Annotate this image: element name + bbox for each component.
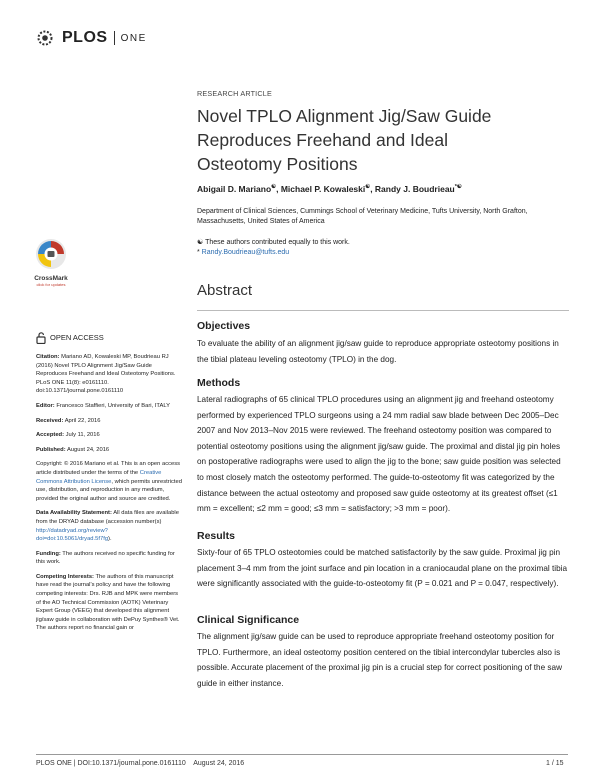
editor-text: Francesco Staffieri, University of Bari, ITALY	[56, 402, 171, 409]
author-name: Michael P. Kowaleski	[280, 184, 366, 194]
license-link[interactable]: Creative Commons Attribution License	[36, 469, 162, 485]
data-availability-text: All data files are available from the DRYAD database (accession number(s)	[36, 510, 179, 525]
funding-text: The authors received no specific funding for this work.	[36, 550, 175, 566]
section-text-objectives: To evaluate the ability of an alignment jig/saw guide to reproduce appropriate osteotomy positions in the tibial plateau leveling osteotomy (TPLO) in the dog.	[197, 339, 559, 364]
plos-logo[interactable]	[36, 29, 147, 47]
published-block	[36, 446, 182, 455]
section-text-clinical-significance: The alignment jig/saw guide can be used to reproduce appropriate freehand osteotomy position for TPLO. Furthermore, an ideal osteotomy position centered on the tibial intercondylar tubercles also is possible. Accurate placement of the proximal jig pin is a crucial step for correct positioning of the saw guide in either instance.	[197, 632, 562, 688]
section-heading-results: Results	[197, 530, 235, 542]
published-label: Published:	[36, 446, 66, 453]
competing-interests-block	[36, 573, 182, 633]
affiliation: Department of Clinical Sciences, Cummings School of Veterinary Medicine, Tufts University, North Grafton, Massachusetts, United States of America	[197, 208, 528, 225]
competing-interests-text: The authors of this manuscript have read the journal's policy and have the following competing interests: Drs. RJB and MPK were members of the AO Technical Commission (AOTK) Veterinary Expert Group (VEEG) that developed this alignment jig/saw guide in collaboration with DePuy Synthes® Vet. The authors report no financial gain or	[36, 573, 180, 632]
abstract-heading: Abstract	[197, 282, 253, 299]
open-lock-icon	[36, 332, 46, 344]
author-sep: ,	[370, 184, 375, 194]
citation-label: Citation:	[36, 354, 60, 360]
section-heading-methods: Methods	[197, 377, 241, 389]
accepted-label: Accepted:	[36, 432, 65, 439]
author-name: Randy J. Boudrieau	[374, 184, 455, 194]
editor-block	[36, 402, 182, 411]
crossmark-icon	[35, 238, 67, 270]
funding-block	[36, 550, 182, 567]
article-type: RESEARCH ARTICLE	[197, 89, 272, 98]
citation-block	[36, 353, 182, 396]
received-label: Received:	[36, 417, 64, 424]
accepted-date: July 11, 2016	[65, 432, 100, 439]
dryad-link[interactable]: http://datadryad.org/review?doi=doi:10.5061/dryad.5f7fg	[36, 527, 109, 543]
crossmark-label: CrossMark	[34, 275, 68, 282]
open-access-label: OPEN ACCESS	[50, 332, 104, 342]
section-heading-clinical-significance: Clinical Significance	[197, 614, 300, 626]
footer-citation: PLOS ONE | DOI:10.1371/journal.pone.0161110 August 24, 2016	[36, 760, 245, 767]
author-list	[197, 184, 462, 194]
data-availability-block	[36, 509, 182, 543]
accepted-block	[36, 431, 182, 440]
logo-divider	[114, 31, 115, 45]
copyright-block	[36, 460, 182, 503]
crossmark-sub: click for updates	[36, 282, 66, 287]
copyright-text: Copyright: © 2016 Mariano et al. This is an open access article distributed under the terms of the	[36, 461, 181, 476]
author-name: Abigail D. Mariano	[197, 184, 272, 194]
corresponding-mark: *	[197, 249, 202, 256]
article-sidebar	[36, 332, 182, 639]
crossmark-badge[interactable]	[32, 238, 70, 287]
funding-label: Funding:	[36, 550, 61, 557]
corresponding-email-link[interactable]: Randy.Boudrieau@tufts.edu	[201, 249, 290, 256]
section-heading-objectives: Objectives	[197, 320, 251, 332]
author-notes	[197, 238, 567, 258]
logo-journal: ONE	[120, 32, 147, 44]
received-date: April 22, 2016	[64, 417, 101, 424]
section-text-results: Sixty-four of 65 TPLO osteotomies could be matched satisfactorily by the saw guide. Proximal jig pin placement 3–4 mm from the joint surface and pin location in a craniocaudal plane on the proximal tibia were significantly associated with the guide-to-osteotomy fit (P = 0.021 and P = 0.047, respectively).	[197, 548, 568, 589]
citation-text: Mariano AD, Kowaleski MP, Boudrieau RJ (2016) Novel TPLO Alignment Jig/Saw Guide Reproduces Freehand and Ideal Osteotomy Positions. PLoS ONE 11(8): e0161110. doi:10.1371/journal.pone.0161110	[36, 354, 176, 395]
published-date: August 24, 2016	[66, 446, 110, 453]
corresponding-note	[197, 248, 567, 258]
abstract-divider	[197, 310, 569, 311]
equal-contribution-note: ☯ These authors contributed equally to this work.	[197, 239, 350, 246]
author-mark: ☯	[365, 184, 371, 191]
footer-divider	[36, 754, 568, 755]
author-sep: ,	[276, 184, 281, 194]
open-access-badge	[36, 332, 182, 344]
author-mark: ☯	[271, 184, 277, 191]
data-availability-end: ).	[108, 536, 112, 543]
section-text-methods: Lateral radiographs of 65 clinical TPLO procedures using an alignment jig and freehand osteotomy performed by experienced TPLO surgeons using a 24 mm radial saw blade between Dec 2005–Dec 2007 and Nov 2013–Nov 2015 were reviewed. The freehand osteotomy position was compared to potential osteotomy positions using the alignment jig/saw guide. The proximal and distal jig pin holes on postoperative radiographs were used to align the jig to the bone; saw guide position was selected to most closely match the osteotomy performed. The guide-to-osteotomy fit was categorized by the distance between the actual osteotomy and proposed saw guide osteotomy at its greatest offset (≤1 mm = excellent; ≤2 mm = good; ≤3 mm = satisfactory; >3 mm = poor).	[197, 395, 561, 514]
data-availability-label: Data Availability Statement:	[36, 510, 112, 517]
copyright-text-end: , which permits unrestricted use, distribution, and reproduction in any medium, provided the original author and source are credited.	[36, 478, 182, 502]
plos-logo-icon	[36, 29, 58, 47]
competing-interests-label: Competing Interests:	[36, 573, 94, 580]
author-mark: *☯	[454, 184, 462, 191]
page-number: 1 / 15	[546, 760, 564, 767]
logo-text: PLOS	[62, 29, 108, 46]
received-block	[36, 417, 182, 426]
editor-label: Editor:	[36, 402, 55, 409]
article-title: Novel TPLO Alignment Jig/Saw Guide Reproduces Freehand and Ideal Osteotomy Positions	[197, 106, 492, 174]
